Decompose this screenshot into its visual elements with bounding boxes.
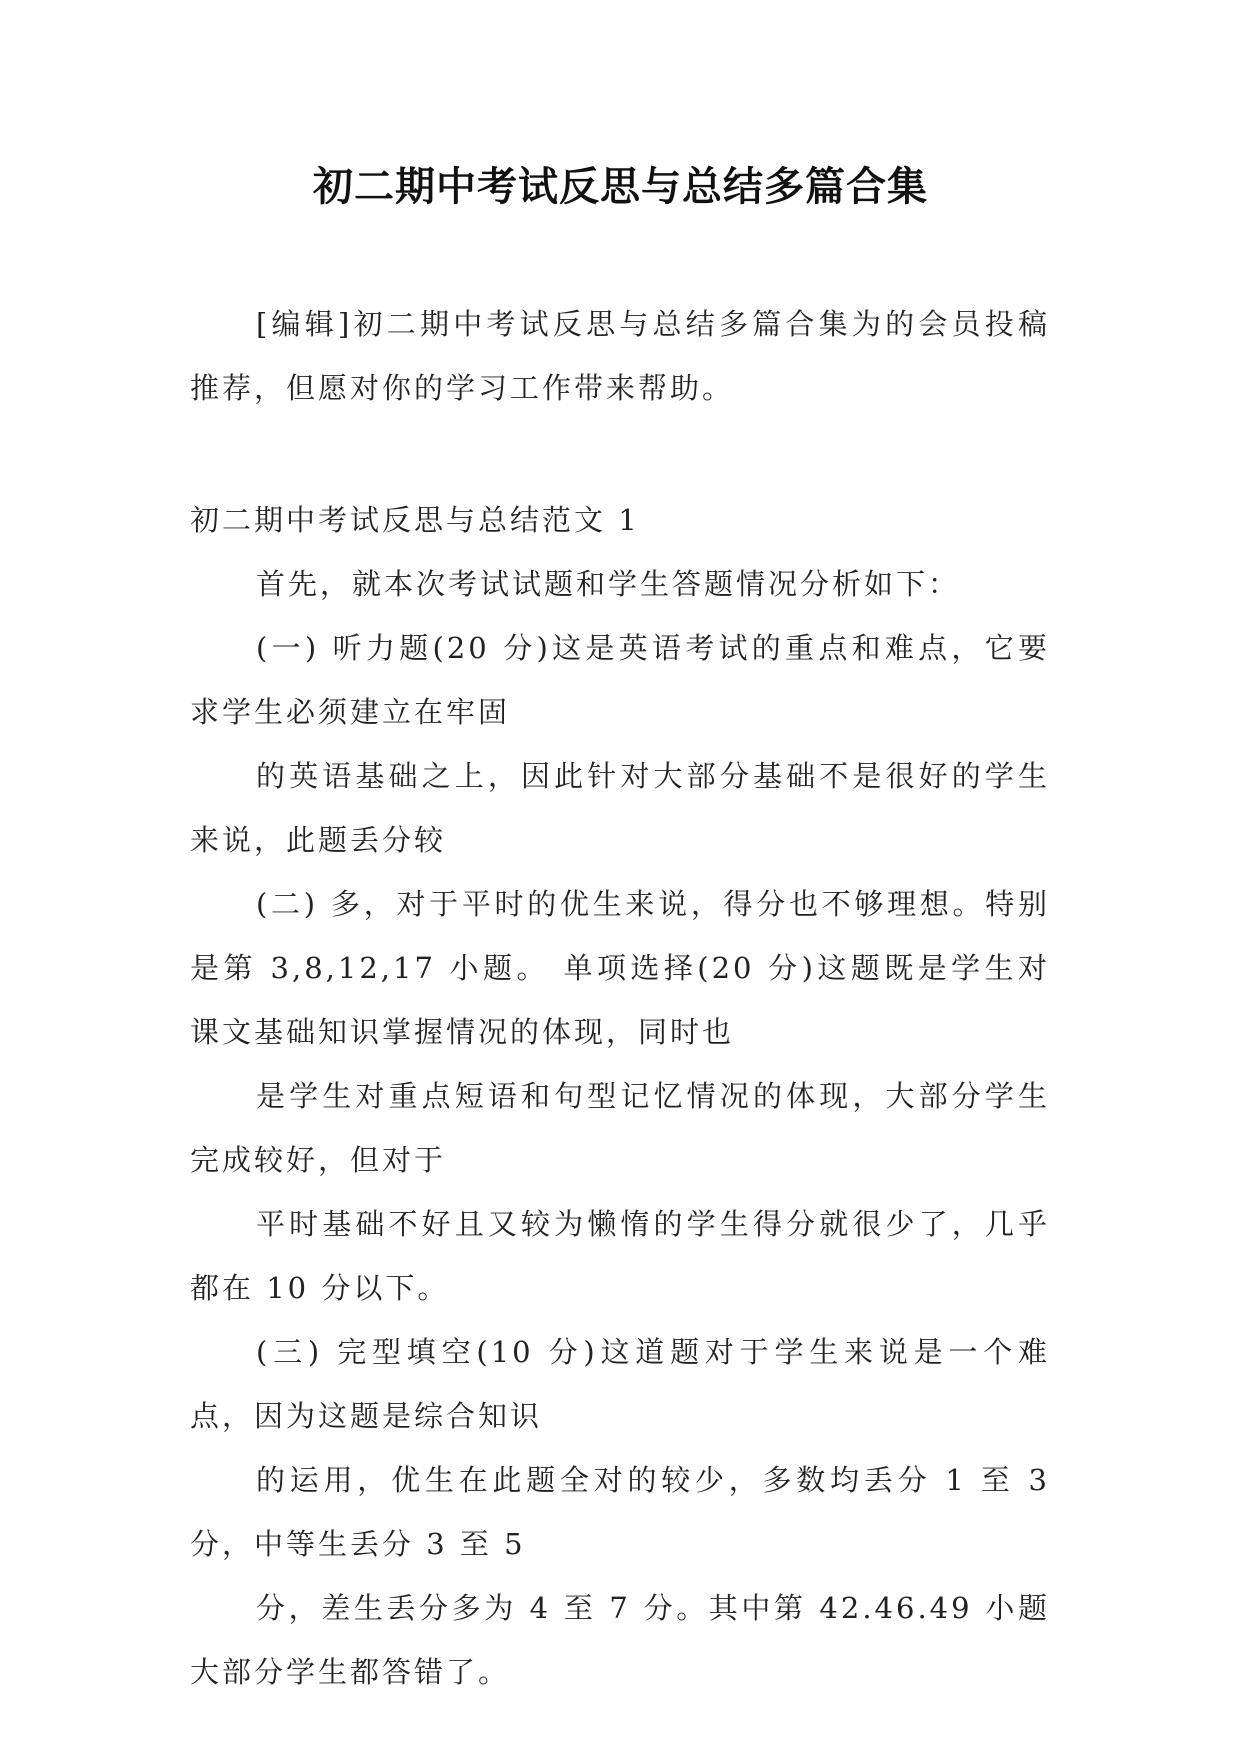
intro-paragraph: [编辑]初二期中考试反思与总结多篇合集为的会员投稿推荐，但愿对你的学习工作带来帮助。	[190, 307, 1050, 405]
body-paragraph: 首先，就本次考试试题和学生答题情况分析如下：	[256, 567, 961, 601]
body-paragraph: (一) 听力题(20 分)这是英语考试的重点和难点，它要求学生必须建立在牢固	[190, 631, 1050, 729]
body-paragraph: 是学生对重点短语和句型记忆情况的体现，大部分学生完成较好，但对于	[190, 1079, 1050, 1177]
body-paragraph: 的运用，优生在此题全对的较少，多数均丢分 1 至 3 分，中等生丢分 3 至 5	[190, 1463, 1050, 1561]
body-paragraph: (二) 多，对于平时的优生来说，得分也不够理想。特别是第 3,8,12,17 小题。 单项选择(20 分)这题既是学生对课文基础知识掌握情况的体现，同时也	[190, 887, 1050, 1049]
body-paragraph: 平时基础不好且又较为懒惰的学生得分就很少了，几乎都在 10 分以下。	[190, 1207, 1050, 1305]
document-title: 初二期中考试反思与总结多篇合集	[313, 164, 928, 210]
body-paragraph: (三) 完型填空(10 分)这道题对于学生来说是一个难点，因为这题是综合知识	[190, 1335, 1050, 1433]
body-paragraph: 的英语基础之上，因此针对大部分基础不是很好的学生来说，此题丢分较	[190, 759, 1050, 857]
document-body	[190, 292, 1050, 1704]
body-paragraph: 分，差生丢分多为 4 至 7 分。其中第 42.46.49 小题大部分学生都答错了。	[190, 1591, 1050, 1689]
section-heading: 初二期中考试反思与总结范文 1	[190, 503, 640, 537]
